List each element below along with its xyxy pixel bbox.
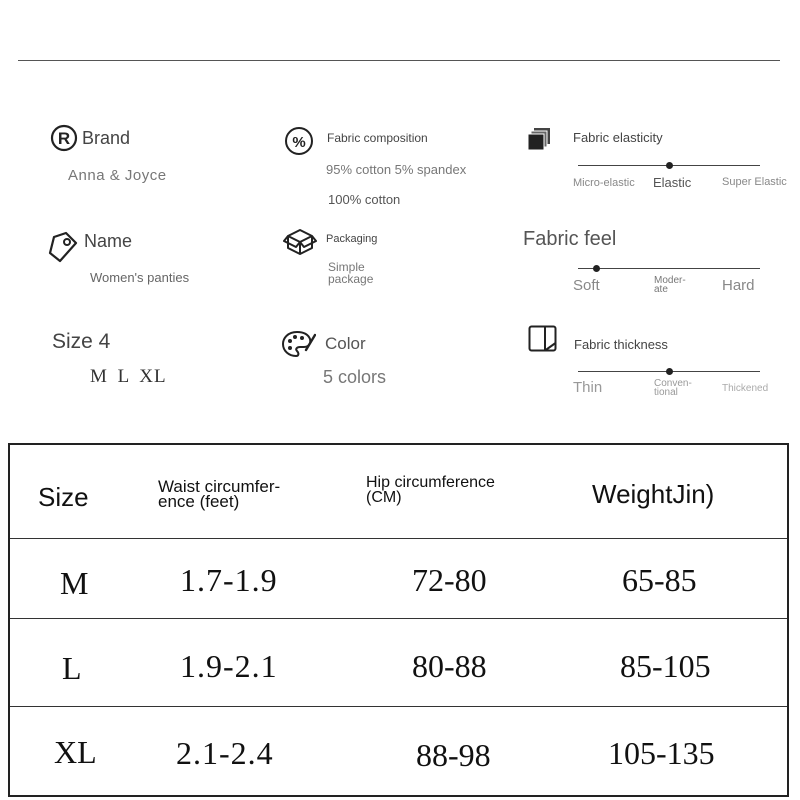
row-divider [10,706,787,707]
color-value: 5 colors [323,367,387,387]
color-label: Color [325,334,366,353]
feel-label: Fabric feel [523,228,617,250]
percent-icon [284,126,314,156]
size-value: M L XL [90,366,167,387]
fabric-thickness-icon [528,325,558,353]
row-divider [10,618,787,619]
table-cell-weight: 65-85 [622,562,697,598]
fabric-layers-icon [528,127,552,151]
feel-scale [578,268,760,269]
header-waist [158,479,280,509]
feel-tick-mid-line2: ate [654,284,668,295]
top-divider [18,60,780,61]
thickness-marker [666,368,673,375]
svg-text:%: % [292,134,306,151]
packaging-value [328,261,373,285]
box-icon [283,227,317,257]
table-cell-size: L [62,650,82,686]
elasticity-label: Fabric elasticity [573,130,663,145]
packaging-label: Packaging [326,233,378,245]
table-cell-waist: 1.9-2.1 [180,648,278,684]
registered-icon [50,124,78,152]
packaging-value-line2: package [328,272,374,286]
feel-tick-high: Hard [722,277,755,294]
elasticity-tick-mid: Elastic [653,175,692,190]
header-weight: WeightJin) [592,479,715,509]
thickness-label: Fabric thickness [574,337,668,352]
thickness-tick-high: Thickened [722,383,769,394]
header-hip-line1: Hip circumference [366,474,495,491]
packaging-value-line1: Simple [328,260,365,274]
name-label: Name [84,231,133,251]
table-cell-size: XL [54,734,97,770]
row-divider [10,538,787,539]
header-hip [366,475,495,505]
header-hip-line2: (CM) [366,489,402,506]
table-cell-hip: 80-88 [412,648,487,684]
thickness-tick-mid [654,379,692,397]
table-cell-hip: 88-98 [416,737,491,773]
feel-marker [593,265,600,272]
size-chart-table [8,443,789,797]
header-waist-line1: Waist circumfer- [158,477,281,496]
size-label: Size 4 [52,330,111,353]
feel-tick-low: Soft [573,277,600,294]
feel-tick-mid [654,276,686,294]
tag-icon [48,231,80,265]
feel-tick-mid-line1: Moder- [654,275,686,286]
table-cell-weight: 105-135 [608,735,715,771]
elasticity-tick-low: Micro-elastic [573,177,635,189]
composition-value-2: 100% cotton [328,192,401,207]
composition-value-1: 95% cotton 5% spandex [326,162,467,177]
elasticity-tick-high: Super Elastic [722,176,787,188]
header-waist-line2: ence (feet) [158,492,240,511]
elasticity-marker [666,162,673,169]
name-value: Women's panties [90,270,190,285]
table-cell-weight: 85-105 [620,648,711,684]
table-cell-hip: 72-80 [412,562,487,598]
table-cell-size: M [60,565,89,601]
thickness-tick-mid-line2: tional [654,387,678,398]
table-cell-waist: 1.7-1.9 [180,562,278,598]
brand-value: Anna & Joyce [68,167,167,184]
table-cell-waist: 2.1-2.4 [176,735,274,771]
composition-label: Fabric composition [327,131,428,145]
brand-label: Brand [82,128,131,148]
svg-text:R: R [57,129,71,148]
thickness-tick-mid-line1: Conven- [654,378,692,389]
header-size: Size [38,482,89,512]
palette-icon [282,330,316,358]
thickness-tick-low: Thin [573,379,603,396]
